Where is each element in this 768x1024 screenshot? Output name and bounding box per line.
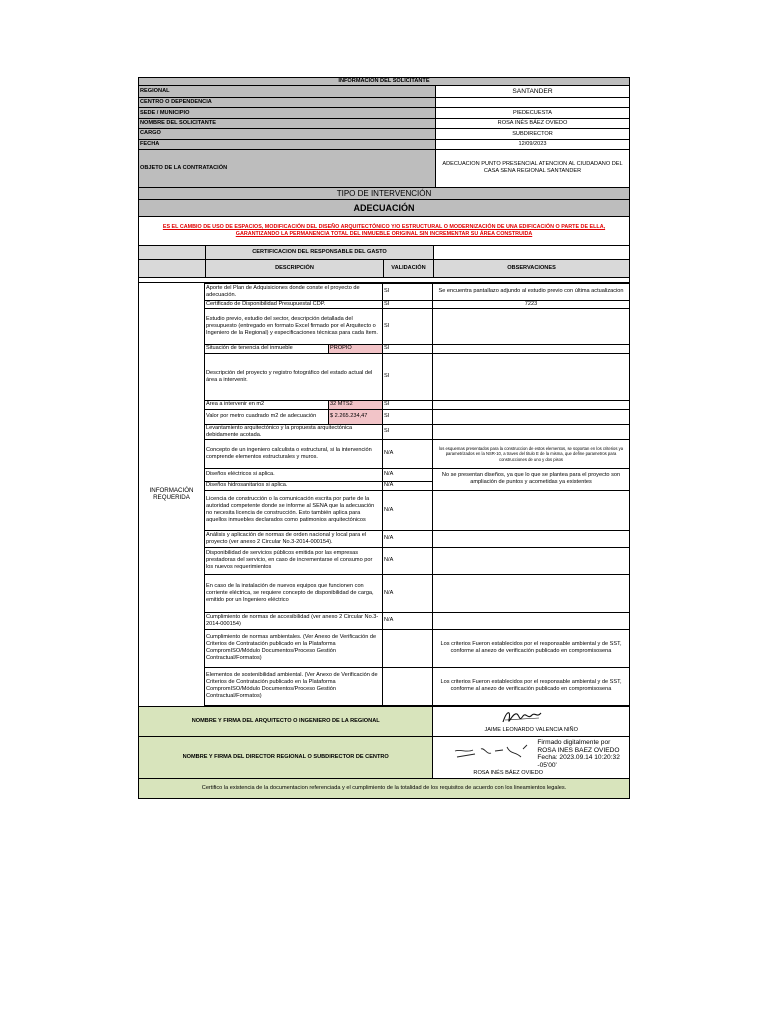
col-observaciones: OBSERVACIONES [433,260,629,277]
requirement-validation: SI [383,409,433,424]
requirement-row [205,424,630,439]
solicitante-label: FECHA [139,140,435,149]
requirement-row [205,530,630,547]
solicitante-value [435,98,629,107]
col-descripcion: DESCRIPCIÓN [205,260,383,277]
objeto-value: ADECUACION PUNTO PRESENCIAL ATENCION AL CIUDADANO DEL CASA SENA REGIONAL SANTANDER [435,150,629,187]
digital-signature-text [537,739,620,769]
requirement-row [205,468,630,481]
requirement-description: Análisis y aplicación de normas de orden nacional y local para el proyecto (ver anexo 2 Circular No.3-2014-000154). [205,530,383,547]
requirement-description: Descripción del proyecto y registro fotográfico del estado actual del área a intervenir. [205,353,383,400]
solicitante-row [138,119,630,129]
requirement-row [205,300,630,308]
requirement-observation: Se encuentra pantallazo adjundo al estudio previo con última actualizacion [433,283,630,300]
requirement-validation [383,667,433,705]
requirement-validation: N/A [383,612,433,629]
requirement-row [205,547,630,574]
arquitecto-name: JAIME LEONARDO VALENCIA NIÑO [484,726,578,733]
requirement-row [205,667,630,705]
solicitante-label: CARGO [139,129,435,138]
requirement-description: Disponibilidad de servicios públicos emitida por las empresas prestadoras del servicio, en caso de incrementarse el consumo por los nuevos requerimientos [205,547,383,574]
requirement-validation [383,629,433,667]
requirement-row [205,308,630,344]
requirement-validation: SI [383,300,433,308]
solicitante-table [138,86,630,150]
requirement-validation: N/A [383,547,433,574]
requirement-validation: N/A [383,468,433,481]
objeto-row [138,150,630,188]
requirement-description: Concepto de un ingeniero calculista o estructural, si la intervención comprende elementos estructurales y muros. [205,439,383,468]
solicitante-value: PIEDECUESTA [435,108,629,117]
requirement-validation: SI [383,353,433,400]
group-label: INFORMACIÓN REQUERIDA [149,486,194,502]
requirement-row [205,409,630,424]
requirement-validation: SI [383,283,433,300]
columns-header-row [138,260,630,278]
requirement-description: Diseños eléctricos si aplica. [205,468,383,481]
requirement-description: Aporte del Plan de Adquisiciones donde conste el proyecto de adecuación. [205,283,383,300]
solicitante-label: NOMBRE DEL SOLICITANTE [139,119,435,128]
requirement-extra-value: $ 2.265.234,47 [329,409,383,424]
request-form [138,77,630,799]
solicitante-row [138,108,630,118]
requirement-row [205,574,630,612]
requirement-row [205,612,630,629]
requirement-description: Certificado de Disponibilidad Presupuestal CDP. [205,300,383,308]
requirement-description: Diseños hidrosanitarios si aplica. [205,481,383,490]
director-name: ROSA INÉS BÁEZ OVIEDO [473,769,544,776]
requirement-description: Valor por metro cuadrado m2 de adecuación [205,409,329,424]
tipo-definition: ES EL CAMBIO DE USO DE ESPACIOS, MODIFICACIÓN DEL DISEÑO ARQUITECTÓNICO Y/O ESTRUCTURAL O MODERNIZACIÓN DE UNA EDIFICACIÓN O PARTE DE ELLA, GARANTIZANDO LA PERMANENCIA TOTAL DEL INMUEBLE ORIGINAL SIN INCREMENTAR SU ÁREA CONSTRUIDA [162,223,606,237]
director-signature [451,741,531,765]
requirements-body [205,283,630,705]
objeto-label: OBJETO DE LA CONTRATACIÓN [139,150,435,187]
requirements-table [204,283,630,706]
arquitecto-label: NOMBRE Y FIRMA DEL ARQUITECTO O INGENIERO DE LA REGIONAL [191,717,380,724]
tipo-value: ADECUACIÓN [353,202,415,213]
requirement-observation: No se presentan diseños, ya que lo que se plantea para el proyecto son ampliación de puntos y acometidas ya existentes [433,468,630,490]
requirement-observation [433,344,630,353]
solicitante-value: 12/09/2023 [435,140,629,149]
requirement-observation [433,353,630,400]
requirement-row [205,439,630,468]
requirement-extra-value: PROPIO [329,344,383,353]
digital-signature-line: Fecha: 2023.09.14 10:20:32 [537,754,620,762]
requirement-row [205,629,630,667]
requirement-row [205,400,630,409]
solicitante-value: SANTANDER [435,86,629,97]
requirement-validation: SI [383,424,433,439]
requirement-observation [433,547,630,574]
tipo-title-row [138,188,630,200]
requirement-observation: Los criterios Fueron establecidos por el responsable ambiental y de SST, conforme al anezo de verificación publicado en compromisosena [433,629,630,667]
director-signature-cell [432,737,629,778]
requirement-observation [433,530,630,547]
requirement-observation [433,490,630,530]
requirement-validation: SI [383,400,433,409]
footer-text: Certifico la existencia de la documentacion referenciada y el cumplimiento de la totalidad de los requisitos de acuerdo con los lineamientos legales. [201,784,567,791]
digital-signature-line: Firmado digitalmente por [537,738,611,746]
requirement-observation: los esquemas presentados para la construccion de estos elementos, se soportan en los criterios ya parametrizados en la NSR-10, a traves del titulo E de la misma, que define parametros para construcciones de uno y dos pisos [433,439,630,468]
requirement-description: Área a intervenir en m2 [205,400,329,409]
requirement-observation [433,612,630,629]
director-row [138,737,630,779]
certificacion-header: CERTIFICACION DEL RESPONSABLE DEL GASTO [205,246,433,259]
director-label: NOMBRE Y FIRMA DEL DIRECTOR REGIONAL O SUBDIRECTOR DE CENTRO [182,753,389,760]
requirement-validation: N/A [383,490,433,530]
requirement-description: Levantamiento arquitectónico y la propuesta arquitectónica debidamente acotada. [205,424,383,439]
requirement-observation [433,409,630,424]
requirement-row [205,283,630,300]
solicitante-value: ROSA INÉS BÁEZ OVIEDO [435,119,629,128]
requirement-validation: SI [383,308,433,344]
requirements-block [138,282,630,707]
solicitante-value: SUBDIRECTOR [435,129,629,138]
requirement-validation: N/A [383,439,433,468]
requirement-row [205,353,630,400]
requirement-observation: 7223 [433,300,630,308]
requirement-validation: SI [383,344,433,353]
arquitecto-row [138,707,630,737]
col-validacion: VALIDACIÓN [383,260,433,277]
footer-row [138,779,630,799]
requirements-table-wrap [204,283,629,706]
requirement-extra-value: 32 MTS2 [329,400,383,409]
requirement-description: Licencia de construcción o la comunicación escrita por parte de la autoridad competente donde se informe al SENA que la adecuación no necesita licencia de construcción. Esto también aplica para aquellos inmuebles declarados como patimonios arquitectónicos [205,490,383,530]
solicitante-header-row [138,77,630,86]
requirement-description: Cumplimiento de normas de accesibilidad (ver anexo 2 Circular No.3-2014-000154) [205,612,383,629]
tipo-value-row [138,200,630,217]
requirement-description: Situación de tenencia del inmueble [205,344,329,353]
solicitante-row [138,98,630,108]
certificacion-header-row [138,246,630,260]
requirement-validation: N/A [383,481,433,490]
solicitante-header: INFORMACION DEL SOLICITANTE [338,78,430,84]
solicitante-row [138,140,630,150]
digital-signature-line: ROSA INES BAEZ OVIEDO [537,746,620,754]
digital-signature-line: -05'00' [537,761,557,769]
requirement-observation: Los criterios Fueron establecidos por el responsable ambiental y de SST, conforme al anezo de verificación publicado en compromisosena [433,667,630,705]
requirement-description: Estudio previo, estudio del sector, descripción detallada del presupuesto (entregado en formato Excel firmado por el Arquitecto o Ingeniero de la Regional) y especificaciones técnicas para cada ítem. [205,308,383,344]
requirement-description: Cumplimiento de normas ambientales. (Ver Anexo de Verificación de Criterios de Contratación publicado en la Plataforma CompromISO/Módulo Documentos/Proceso Gestión Contractual/Formatos) [205,629,383,667]
arquitecto-signature [499,708,545,728]
requirement-row [205,490,630,530]
solicitante-row [138,129,630,139]
requirement-description: En caso de la instalación de nuevos equipos que funcionen con corriente eléctrica, se requiere concepto de disponibilidad de carga, emitido por un Ingeniero eléctrico [205,574,383,612]
requirement-observation [433,308,630,344]
tipo-definition-row [138,217,630,246]
requirement-observation [433,424,630,439]
requirement-description: Elementos de sostenibilidad ambiental. (Ver Anexo de Verificación de Criterios de Contratación publicado en la Plataforma CompromISO/Módulo Documentos/Proceso Gestión Contractual/Formatos) [205,667,383,705]
arquitecto-signature-cell [432,707,629,736]
requirement-validation: N/A [383,530,433,547]
requirement-observation [433,400,630,409]
requirement-validation: N/A [383,574,433,612]
requirement-observation [433,574,630,612]
solicitante-row [138,86,630,98]
solicitante-label: CENTRO O DEPENDENCIA [139,98,435,107]
tipo-title: TIPO DE INTERVENCIÓN [336,188,432,198]
solicitante-label: REGIONAL [139,86,435,97]
solicitante-label: SEDE / MUNICIPIO [139,108,435,117]
requirement-row [205,344,630,353]
